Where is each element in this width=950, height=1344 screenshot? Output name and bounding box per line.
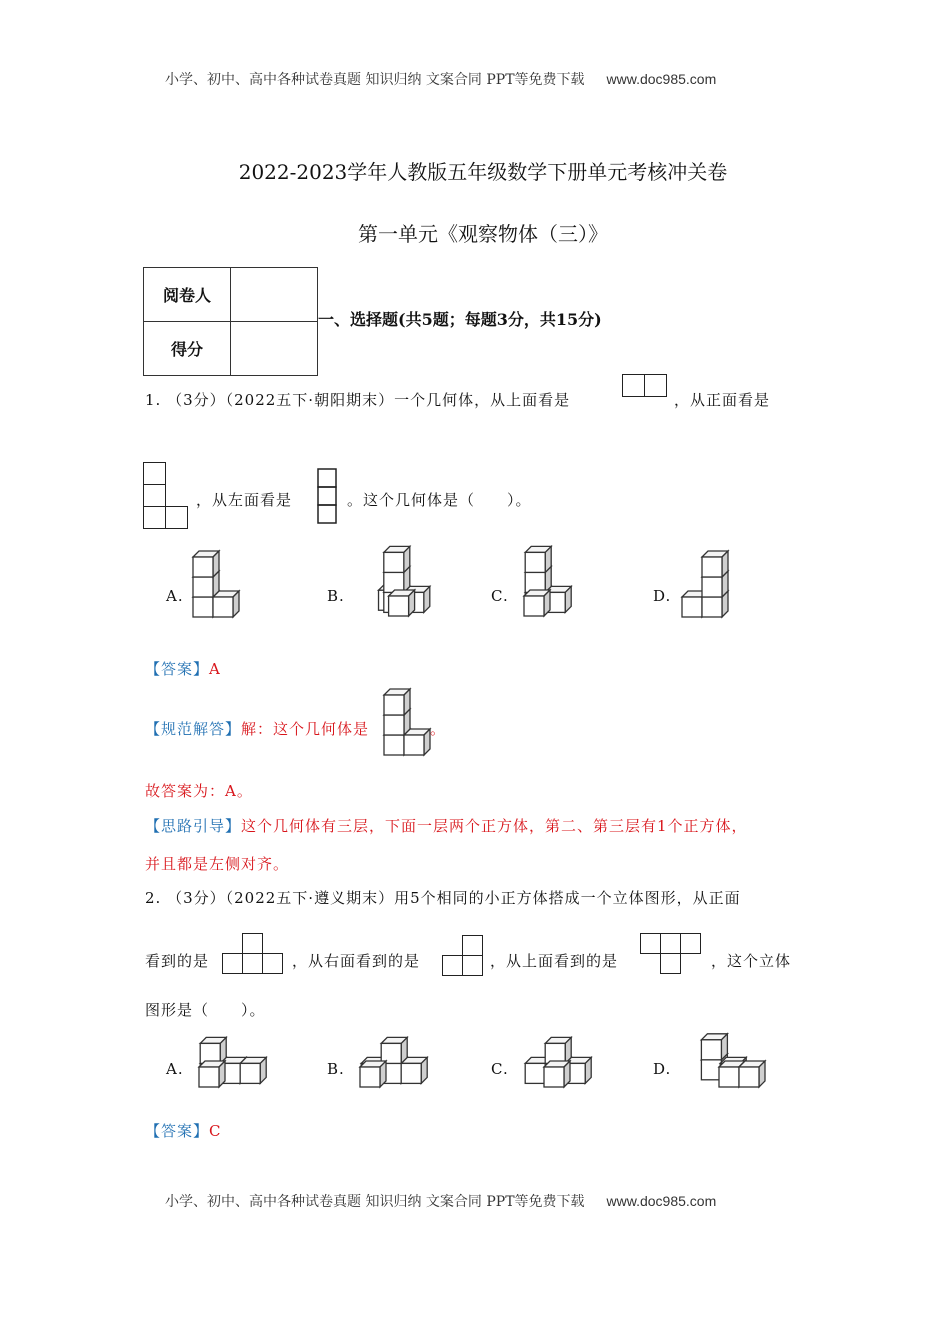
q2-front-view xyxy=(222,933,286,975)
cube xyxy=(701,1034,727,1060)
q1-top-view xyxy=(622,374,668,398)
cube xyxy=(199,1061,225,1087)
solution-text: 解：这个几何体是 xyxy=(241,720,370,738)
q2-text-2a: 看到的是 xyxy=(145,952,210,970)
q2-option-d-figure[interactable] xyxy=(686,1033,746,1088)
cube xyxy=(545,1037,571,1063)
q2-option-b-figure[interactable] xyxy=(353,1030,428,1088)
q1-text-1a: 1. （3分）（2022五下·朝阳期末）一个几何体，从上面看是 xyxy=(145,391,571,409)
header-text: 小学、初中、高中各种试卷真题 知识归纳 文案合同 PPT等免费下载 xyxy=(165,72,585,88)
page-footer xyxy=(165,1191,716,1211)
reviewer-label: 阅卷人 xyxy=(144,268,231,322)
q2-answer xyxy=(145,1120,222,1141)
q1-option-a-figure[interactable] xyxy=(192,550,242,618)
q1-text-2b: 。这个几何体是（ ）。 xyxy=(347,491,532,509)
q2-option-a[interactable]: A. xyxy=(166,1060,184,1078)
q2-text-2b: ，从右面看到的是 xyxy=(292,952,421,970)
document-subtitle: 第一单元《观察物体（三）》 xyxy=(358,222,608,246)
page-header xyxy=(165,69,716,89)
answer-value: A xyxy=(209,660,221,678)
cube xyxy=(544,1061,570,1087)
cube xyxy=(404,729,430,755)
q1-option-d[interactable]: D. xyxy=(653,587,672,605)
hint-label: 【思路引导】 xyxy=(145,817,242,835)
cube xyxy=(384,689,410,715)
cube xyxy=(524,590,550,616)
q1-option-c-figure[interactable] xyxy=(517,545,572,617)
header-url[interactable]: www.doc985.com xyxy=(606,71,717,87)
score-cell xyxy=(231,322,318,376)
q1-option-a[interactable]: A. xyxy=(166,587,184,605)
q2-option-b[interactable]: B. xyxy=(327,1060,345,1078)
q1-left-view xyxy=(317,468,337,526)
cube xyxy=(384,546,410,572)
cube xyxy=(381,1037,407,1063)
q1-solution xyxy=(145,718,369,739)
q1-text-1b: ，从正面看是 xyxy=(674,391,771,409)
solution-end: 。 xyxy=(430,720,447,738)
section-heading: 一、选择题(共5题；每题3分，共15分) xyxy=(318,310,602,329)
q2-option-d[interactable]: D. xyxy=(653,1060,672,1078)
q2-right-view xyxy=(442,935,486,977)
hint-text-1: 这个几何体有三层，下面一层两个正方体，第二、第三层有1个正方体， xyxy=(241,817,748,835)
score-label: 得分 xyxy=(144,322,231,376)
answer-label: 【答案】 xyxy=(145,1122,210,1140)
q1-text-2a: ，从左面看是 xyxy=(196,491,293,509)
q1-hint xyxy=(145,815,748,836)
q1-front-view xyxy=(143,462,191,530)
q2-option-c[interactable]: C. xyxy=(491,1060,509,1078)
cube xyxy=(525,546,551,572)
q1-solution-figure xyxy=(383,688,433,756)
solution-label: 【规范解答】 xyxy=(145,720,242,738)
q1-option-b[interactable]: B. xyxy=(327,587,345,605)
reviewer-cell xyxy=(231,268,318,322)
cube xyxy=(401,1057,427,1083)
q2-text-2c: ，从上面看到的是 xyxy=(490,952,619,970)
q1-option-d-figure[interactable] xyxy=(681,550,731,618)
footer-text: 小学、初中、高中各种试卷真题 知识归纳 文案合同 PPT等免费下载 xyxy=(165,1194,585,1210)
q1-answer xyxy=(145,658,221,679)
q1-conclusion: 故答案为：A。 xyxy=(145,782,253,800)
q2-text-3: 图形是（ ）。 xyxy=(145,1001,266,1019)
answer-label: 【答案】 xyxy=(145,660,210,678)
cube xyxy=(240,1057,266,1083)
answer-value: C xyxy=(209,1122,222,1140)
cube xyxy=(200,1037,226,1063)
cube xyxy=(360,1061,386,1087)
cube xyxy=(213,591,239,617)
q2-text-2d: ，这个立体 xyxy=(711,952,792,970)
score-table xyxy=(143,267,318,376)
footer-url[interactable]: www.doc985.com xyxy=(606,1193,717,1209)
document-title: 2022-2023学年人教版五年级数学下册单元考核冲关卷 xyxy=(238,160,728,184)
cube xyxy=(193,551,219,577)
cube xyxy=(389,590,415,616)
cube xyxy=(702,551,728,577)
q2-option-c-figure[interactable] xyxy=(517,1028,592,1088)
q2-option-a-figure[interactable] xyxy=(192,1030,272,1088)
q2-top-view xyxy=(640,933,704,975)
q2-text-1: 2. （3分）（2022五下·遵义期末）用5个相同的小正方体搭成一个立体图形，从正面 xyxy=(145,889,741,907)
q1-option-c[interactable]: C. xyxy=(491,587,509,605)
q1-option-b-figure[interactable] xyxy=(366,545,421,617)
cube xyxy=(739,1061,765,1087)
hint-text-2: 并且都是左侧对齐。 xyxy=(145,855,290,873)
